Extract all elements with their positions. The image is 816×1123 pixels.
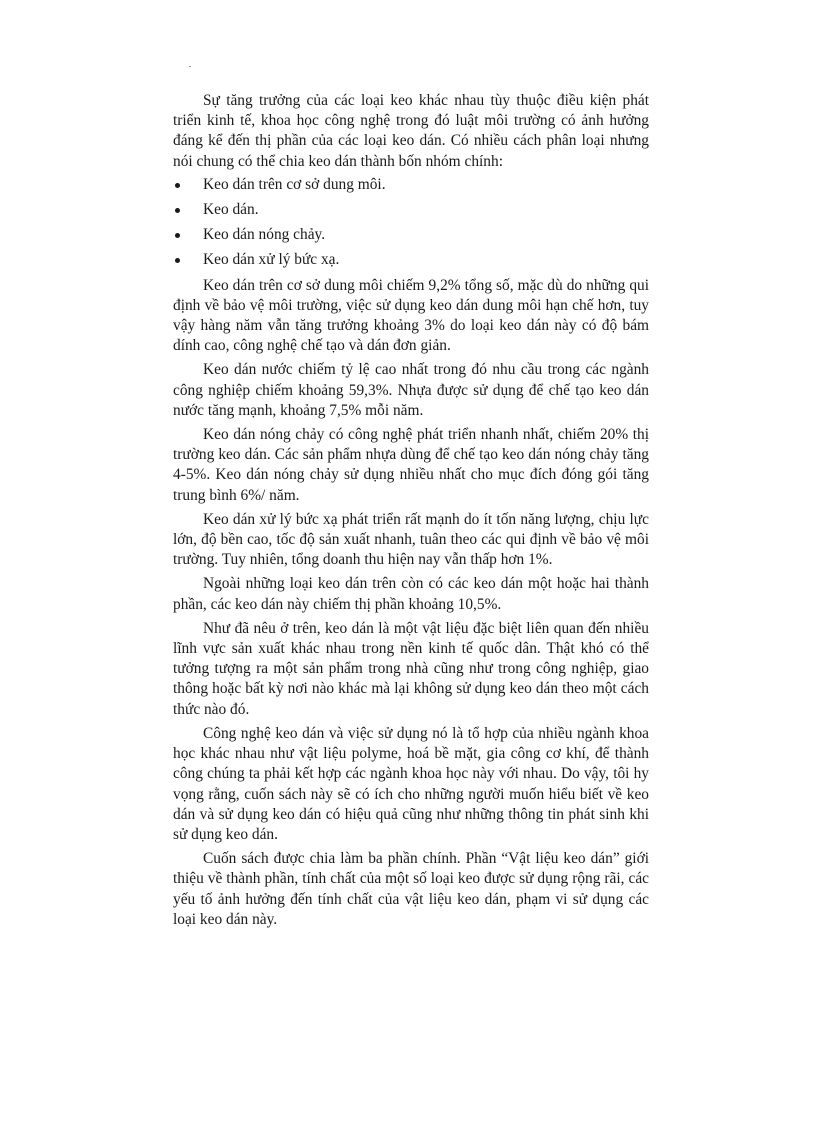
list-item-text: Keo dán nóng chảy.	[203, 226, 326, 244]
body-text	[173, 91, 649, 934]
applications-paragraph: Như đã nêu ở trên, keo dán là một vật liệu đặc biệt liên quan đến nhiều lĩnh vực sản xuất khác nhau trong nền kinh tế quốc dân. Thật khó có thể tưởng tượng ra một sản phẩm trong nhà cũng như trong công nghiệp, giao thông hoặc bất kỳ nơi nào khác mà lại không sử dụng keo dán theo một cách thức nào đó.	[173, 619, 649, 718]
intro-paragraph: Sự tăng trưởng của các loại keo khác nhau tùy thuộc điều kiện phát triển kinh tế, khoa học công nghệ trong đó luật môi trường có ảnh hưởng đáng kể đến thị phần của các loại keo dán. Có nhiều cách phân loại nhưng nói chung có thể chia keo dán thành bốn nhóm chính:	[173, 92, 649, 170]
hot-melt-paragraph: Keo dán nóng chảy có công nghệ phát triển nhanh nhất, chiếm 20% thị trường keo dán. Các sản phẩm nhựa dùng để chế tạo keo dán nóng chảy tăng 4-5%. Keo dán nóng chảy sử dụng nhiều nhất cho mục đích đóng gói tăng trung bình 6%/ năm.	[173, 426, 649, 504]
book-structure-paragraph: Cuốn sách được chia làm ba phần chính. Phần “Vật liệu keo dán” giới thiệu về thành phần, tính chất của một số loại keo được sử dụng rộng rãi, các yếu tố ảnh hưởng đến tính chất của vật liệu keo dán, phạm vi sử dụng các loại keo dán này.	[173, 850, 649, 928]
solvent-adhesive-paragraph: Keo dán trên cơ sở dung môi chiếm 9,2% tổng số, mặc dù do những qui định về bảo vệ môi trường, việc sử dụng keo dán dung môi hạn chế hơn, tuy vậy hàng năm vẫn tăng trưởng khoảng 3% do loại keo dán này có độ bám dính cao, công nghệ chế tạo và dán đơn giản.	[173, 276, 649, 355]
list-item	[173, 175, 649, 195]
list-item	[173, 225, 649, 245]
list-item	[173, 200, 649, 220]
list-item-text: Keo dán xử lý bức xạ.	[203, 251, 340, 269]
radiation-cure-paragraph: Keo dán xử lý bức xạ phát triển rất mạnh do ít tốn năng lượng, chịu lực lớn, độ bền cao, tốc độ sản xuất nhanh, tuân theo các qui định về bảo vệ môi trường. Tuy nhiên, tổng doanh thu hiện nay vẫn thấp hơn 1%.	[173, 510, 649, 569]
list-item-text: Keo dán trên cơ sở dung môi.	[203, 175, 386, 193]
bullet-icon	[175, 233, 180, 238]
technology-paragraph: Công nghệ keo dán và việc sử dụng nó là tổ hợp của nhiều ngành khoa học khác nhau như vật liệu polyme, hoá bề mặt, gia công cơ khí, để thành công chúng ta phải kết hợp các ngành khoa học này với nhau. Do vậy, tôi hy vọng rằng, cuốn sách này sẽ có ích cho những người muốn hiểu biết về keo dán và sử dụng keo dán có hiệu quả cũng như những thông tin phát sinh khi sử dụng keo dán.	[173, 724, 649, 843]
scan-speck	[189, 66, 191, 67]
list-item	[173, 250, 649, 270]
water-adhesive-paragraph: Keo dán nước chiếm tỷ lệ cao nhất trong đó nhu cầu trong các ngành công nghiệp chiếm khoảng 59,3%. Nhựa được sử dụng để chế tạo keo dán nước tăng mạnh, khoảng 7,5% mỗi năm.	[173, 361, 649, 419]
adhesive-group-list	[173, 175, 649, 271]
bullet-icon	[175, 183, 180, 188]
list-item-text: Keo dán.	[203, 201, 259, 219]
bullet-icon	[175, 258, 180, 263]
two-component-paragraph: Ngoài những loại keo dán trên còn có các keo dán một hoặc hai thành phần, các keo dán này chiếm thị phần khoảng 10,5%.	[173, 575, 649, 613]
bullet-icon	[175, 208, 180, 213]
